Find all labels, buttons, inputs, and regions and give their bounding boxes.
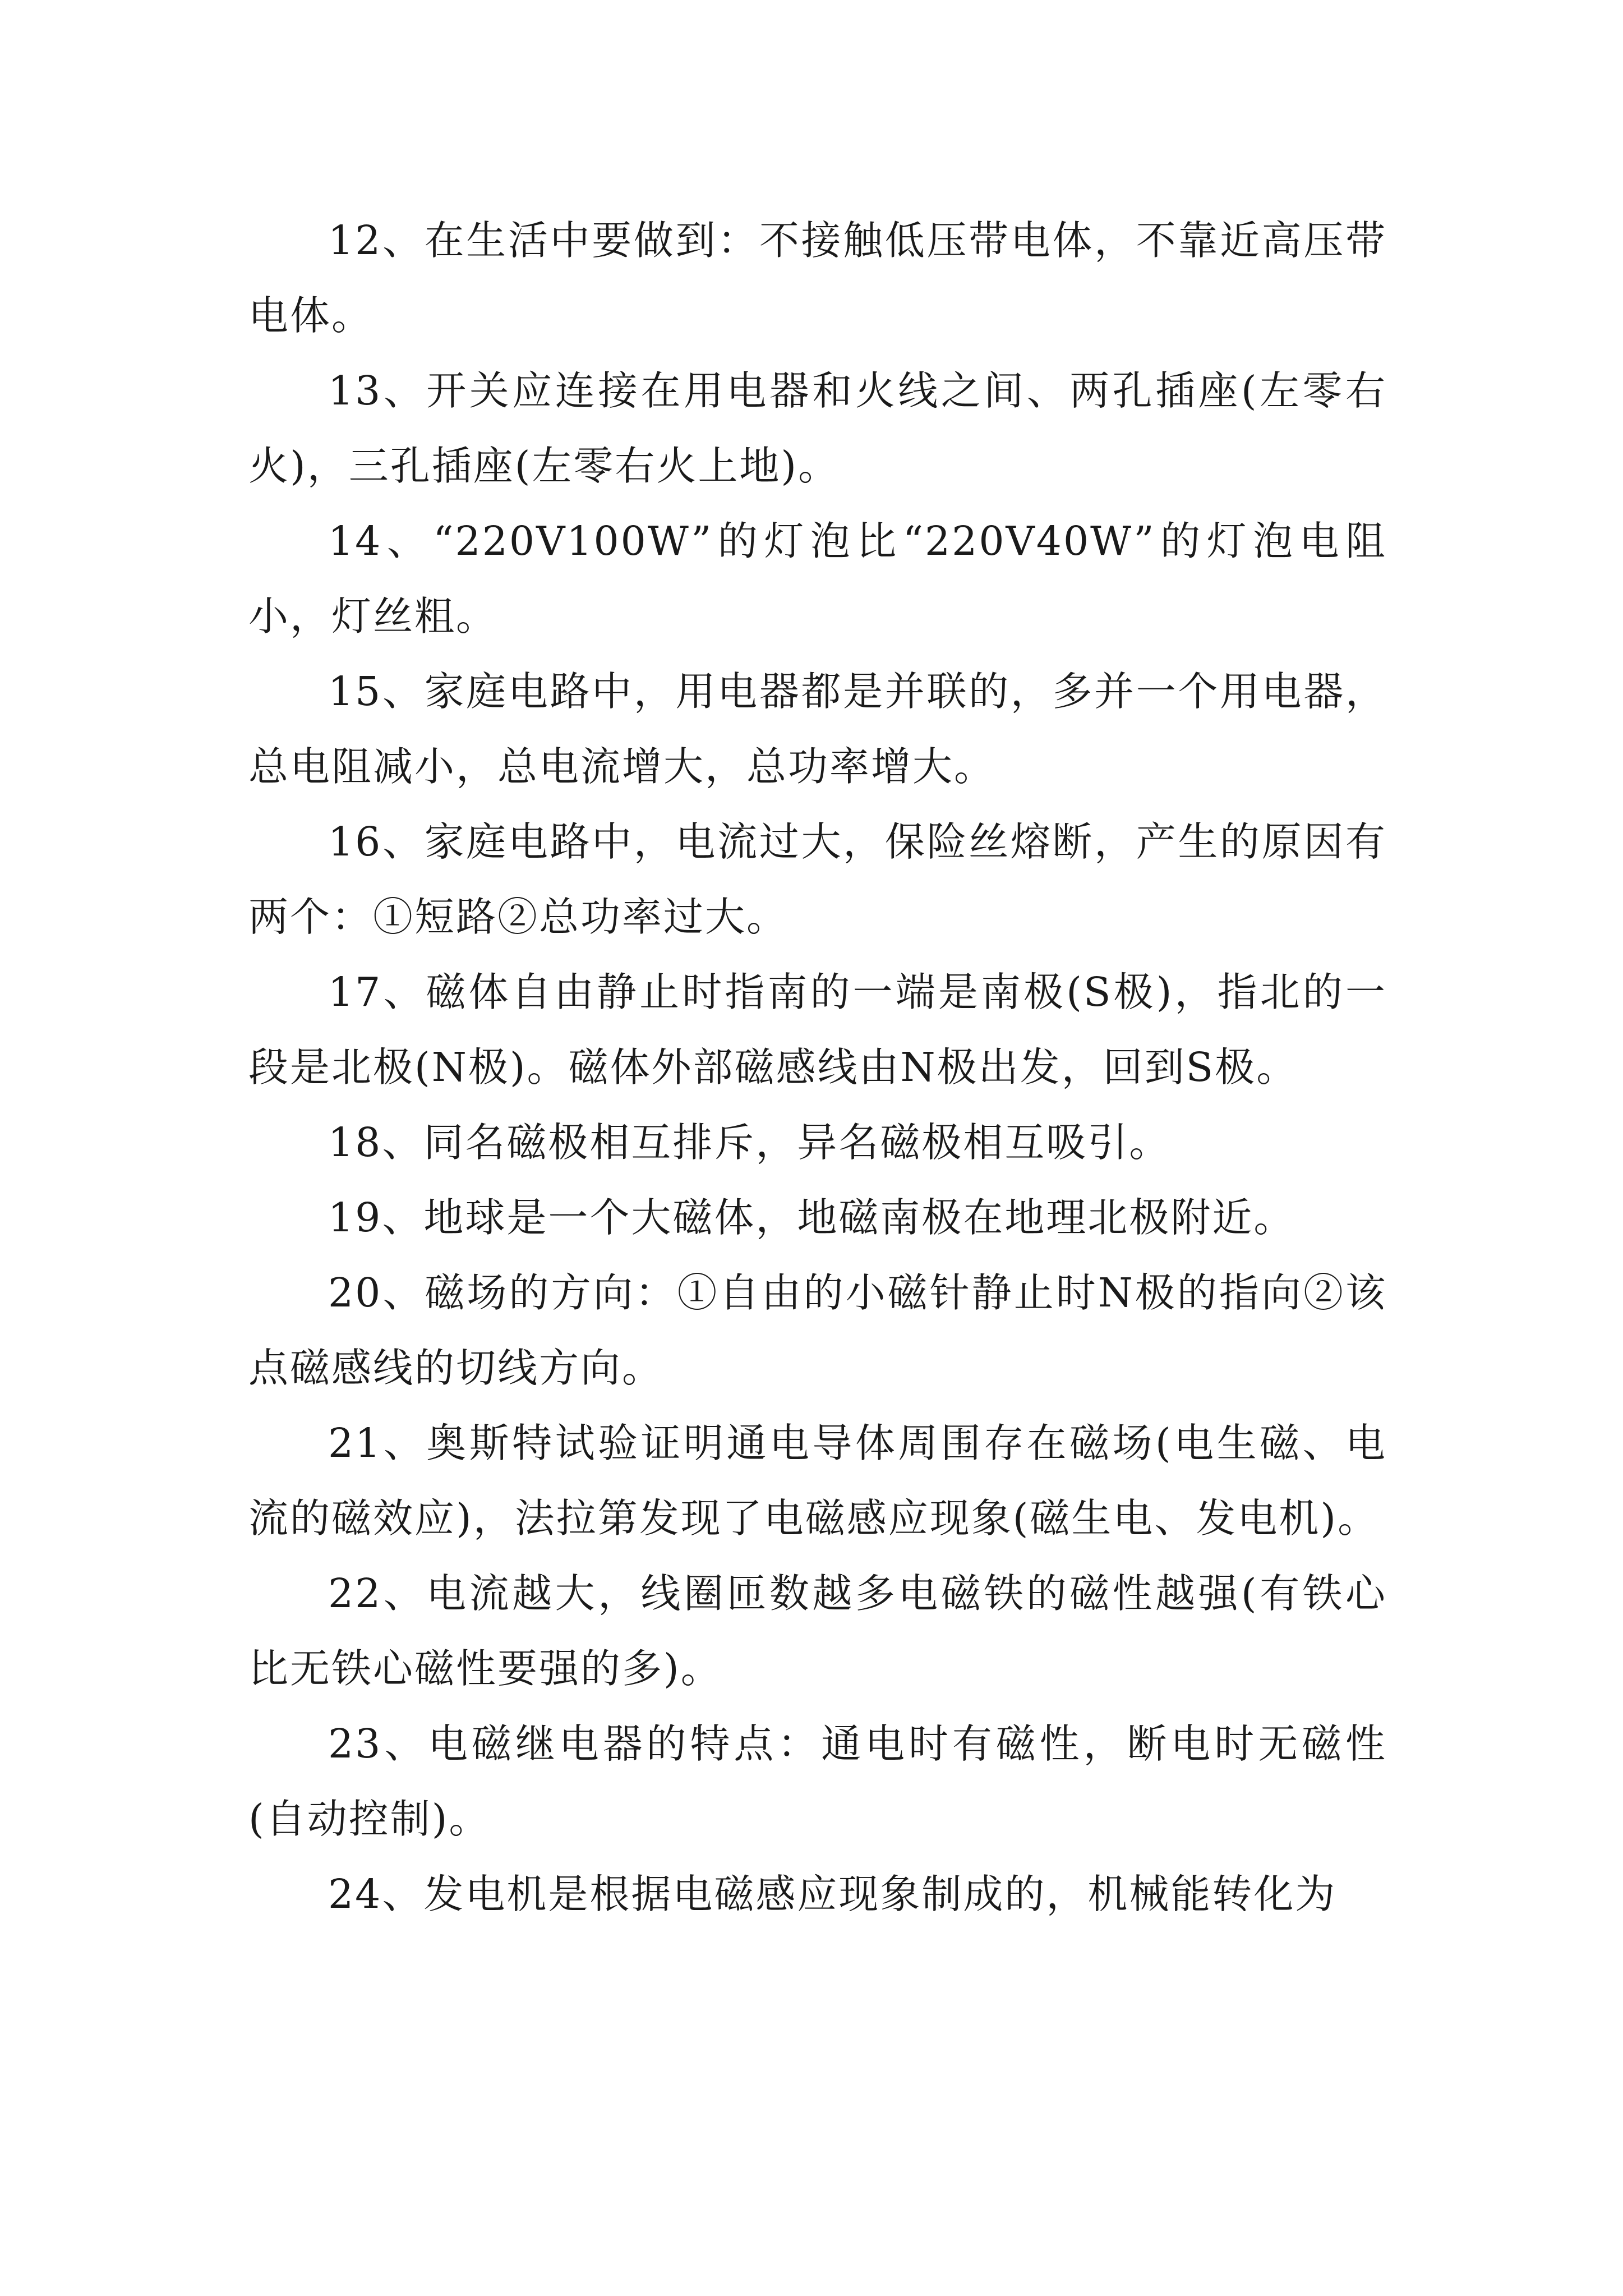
paragraph-14: 14、“220V100W”的灯泡比“220V40W”的灯泡电阻小，灯丝粗。 [248,518,1387,639]
paragraph-21: 21、奥斯特试验证明通电导体周围存在磁场(电生磁、电流的磁效应)，法拉第发现了电磁感应现象(磁生电、发电机)。 [248,1420,1387,1542]
paragraph-19: 19、地球是一个大磁体，地磁南极在地理北极附近。 [328,1194,1295,1241]
paragraph-23: 23、电磁继电器的特点：通电时有磁性，断电时无磁性(自动控制)。 [248,1720,1387,1842]
paragraph-17: 17、磁体自由静止时指南的一端是南极(S极)，指北的一段是北极(N极)。磁体外部磁感线由N极出发，回到S极。 [248,969,1387,1091]
document-body [248,203,1387,1932]
paragraph-18: 18、同名磁极相互排斥，异名磁极相互吸引。 [328,1119,1171,1166]
paragraph-22: 22、电流越大，线圈匝数越多电磁铁的磁性越强(有铁心比无铁心磁性要强的多)。 [248,1570,1387,1692]
paragraph-24: 24、发电机是根据电磁感应现象制成的，机械能转化为 [328,1871,1337,1917]
paragraph-16: 16、家庭电路中，电流过大，保险丝熔断，产生的原因有两个：①短路②总功率过大。 [248,818,1387,940]
paragraph-12: 12、在生活中要做到：不接触低压带电体，不靠近高压带电体。 [248,217,1387,339]
paragraph-13: 13、开关应连接在用电器和火线之间、两孔插座(左零右火)，三孔插座(左零右火上地)。 [248,367,1387,489]
paragraph-15: 15、家庭电路中，用电器都是并联的，多并一个用电器，总电阻减小，总电流增大，总功率增大。 [248,668,1387,790]
paragraph-20: 20、磁场的方向：①自由的小磁针静止时N极的指向②该点磁感线的切线方向。 [248,1269,1387,1391]
